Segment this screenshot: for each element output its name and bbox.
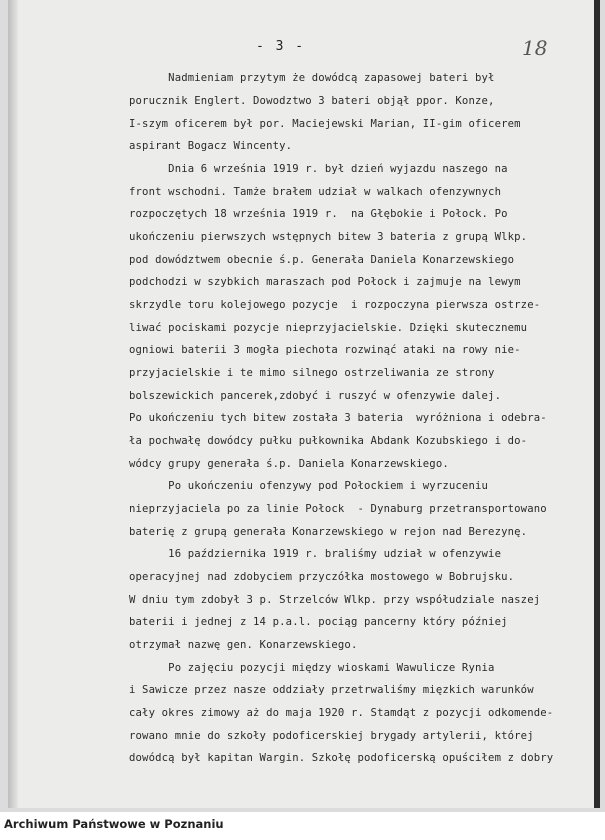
text-line: ogniowi baterii 3 mogła piechota rozwinąć ataki na rowy nie- <box>129 344 521 356</box>
text-line: Dnia 6 września 1919 r. był dzień wyjazdu naszego na <box>129 163 508 175</box>
text-line: przyjacielskie i te mimo silnego ostrzeliwania ze strony <box>129 367 495 379</box>
text-line: dowódcą był kapitan Wargin. Szkołę podoficerską opuściłem z dobry <box>129 752 554 764</box>
text-line: otrzymał nazwę gen. Konarzewskiego. <box>129 639 358 651</box>
text-line: skrzydle toru kolejowego pozycje i rozpoczyna pierwsza ostrze- <box>129 299 541 311</box>
text-line: cały okres zimowy aż do maja 1920 r. Stamdąt z pozycji odkomende- <box>129 707 554 719</box>
text-line: I-szym oficerem był por. Maciejewski Marian, II-gim oficerem <box>129 118 521 130</box>
page-number: - 3 - <box>256 39 306 54</box>
text-line: pod dowództwem obecnie ś.p. Generała Daniela Konarzewskiego <box>129 254 515 266</box>
text-line: ła pochwałę dowódcy pułku pułkownika Abdank Kozubskiego i do- <box>129 435 528 447</box>
text-line: 16 października 1919 r. braliśmy udział w ofenzywie <box>129 548 502 560</box>
binding-shadow <box>8 0 18 808</box>
text-line: rowano mnie do szkoły podoficerskiej brygady artylerii, której <box>129 730 534 742</box>
text-line: Po ukończeniu ofenzywy pod Połockiem i wyrzuceniu <box>129 480 489 492</box>
folio-number: 18 <box>522 36 548 60</box>
text-line: podchodzi w szybkich maraszach pod Połock i zajmuje na lewym <box>129 276 521 288</box>
text-line: rozpoczętych 18 września 1919 r. na Głębokie i Połock. Po <box>129 208 508 220</box>
archive-label: Archiwum Państwowe w Poznaniu <box>4 817 224 831</box>
text-line: porucznik Englert. Dowodztwo 3 bateri objął ppor. Konze, <box>129 95 495 107</box>
page-edge <box>594 0 600 808</box>
text-line: W dniu tym zdobył 3 p. Strzelców Wlkp. przy współudziale naszej <box>129 594 541 606</box>
text-line: liwać pociskami pozycje nieprzyjacielskie. Dzięki skutecznemu <box>129 322 528 334</box>
text-line: wódcy grupy generała ś.p. Daniela Konarzewskiego. <box>129 458 449 470</box>
text-line: aspirant Bogacz Wincenty. <box>129 140 293 152</box>
text-line: Po zajęciu pozycji między wioskami Wawulicze Rynia <box>129 662 495 674</box>
text-line: ukończeniu pierwszych wstępnych bitew 3 bateria z grupą Wlkp. <box>129 231 528 243</box>
text-line: Nadmieniam przytym że dowódcą zapasowej bateri był <box>129 72 495 84</box>
text-line: baterii i jednej z 14 p.a.l. pociąg pancerny który później <box>129 616 508 628</box>
text-line: Po ukończeniu tych bitew została 3 bateria wyróżniona i odebra- <box>129 412 547 424</box>
text-line: nieprzyjaciela po za linie Połock - Dynaburg przetransportowano <box>129 503 547 515</box>
text-line: operacyjnej nad zdobyciem przyczółka mostowego w Bobrujsku. <box>129 571 515 583</box>
text-line: baterię z grupą generała Konarzewskiego w rejon nad Berezynę. <box>129 526 528 538</box>
text-line: bolszewickich pancerek,zdobyć i ruszyć w ofenzywie dalej. <box>129 390 502 402</box>
text-line: front wschodni. Tamże brałem udział w walkach ofenzywnych <box>129 186 502 198</box>
text-line: i Sawicze przez nasze oddziały przetrwaliśmy mięzkich warunków <box>129 684 534 696</box>
